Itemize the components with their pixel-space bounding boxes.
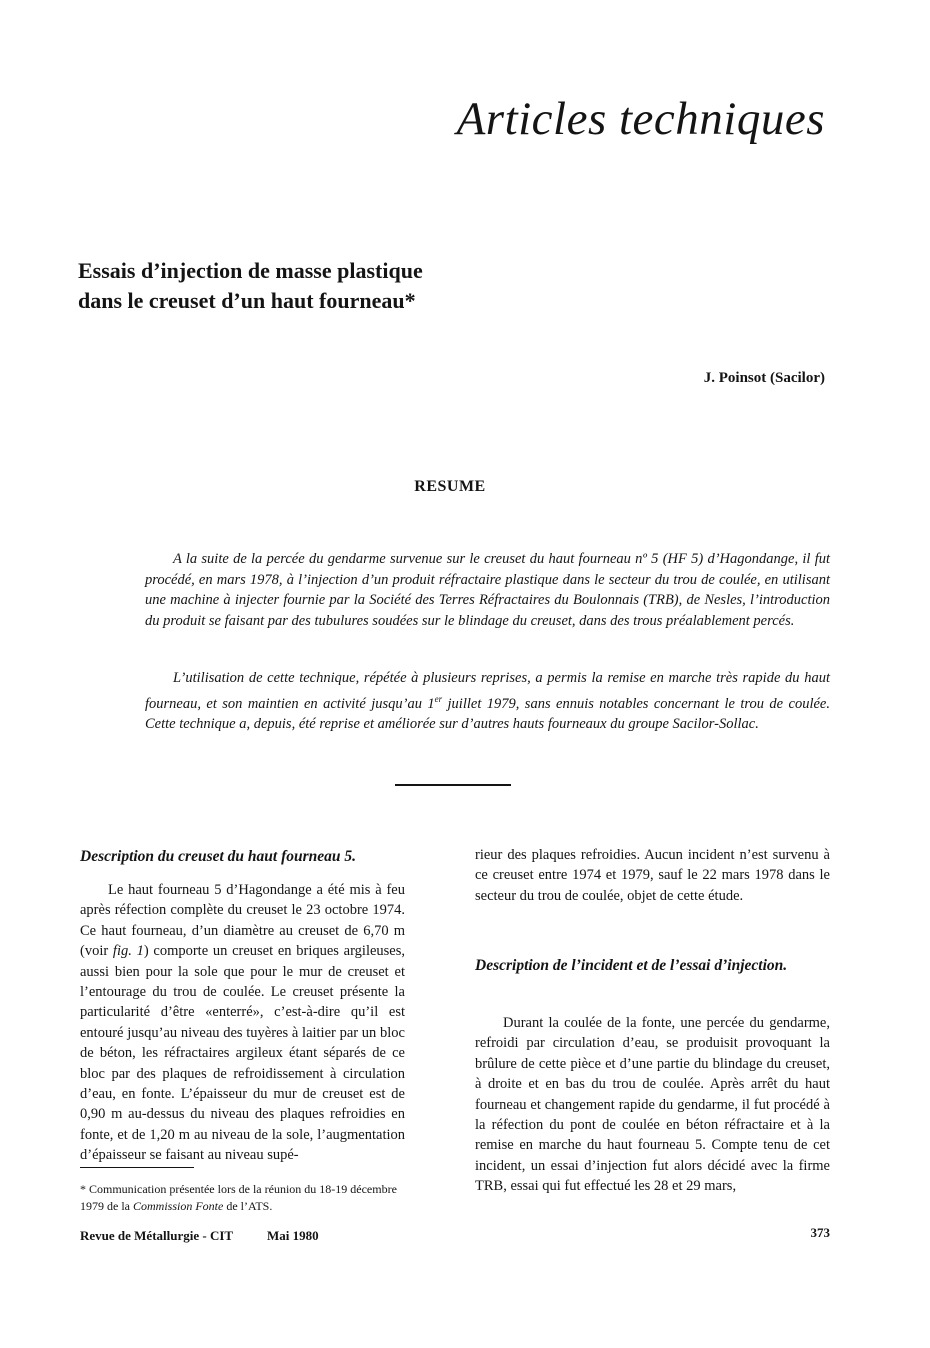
- right-column-continuation: [475, 845, 830, 906]
- abstract-p1-text: A la suite de la percée du gendarme survenue sur le creuset du haut fourneau nº 5 (HF 5) d’Hagondange, il fut procédé, en mars 1978, à l’injection d’un produit réfractaire plastique dans le secteur du trou de coulée, en utilisant une machine à injecter fournie par la Société des Terres Réfractaires du Boulonnais (TRB), de Nesles, l’introduction du produit se faisant par des tubulures soudées sur le blindage du creuset, dans des trous préalablement percés.: [145, 551, 830, 629]
- abstract-heading: RESUME: [414, 478, 486, 495]
- footer-journal-name: Revue de Métallurgie - CIT: [80, 1228, 234, 1243]
- abstract-paragraph-1: [145, 549, 830, 631]
- abstract-p2-superscript: er: [434, 693, 443, 704]
- footnote-emphasis: Commission Fonte: [133, 1199, 224, 1213]
- title-line-1: Essais d’injection de masse plastique: [78, 258, 423, 283]
- right-section-heading: Description de l’incident et de l’essai d’injection.: [475, 957, 788, 974]
- abstract-p2-text-a: L’utilisation de cette technique, répétée à plusieurs reprises, a permis la remise en marche très rapide du haut fourneau, et son maintien en activité jusqu’au 1: [145, 670, 830, 712]
- footer-issue-date: Mai 1980: [267, 1228, 319, 1243]
- right-p0-text: rieur des plaques refroidies. Aucun incident n’est survenu à ce creuset entre 1974 et 1979, sauf le 22 mars 1978 dans le secteur du trou de coulée, objet de cette étude.: [475, 847, 830, 904]
- article-title: [78, 256, 638, 316]
- right-column-paragraph: [475, 1013, 830, 1197]
- footnote-rule: [80, 1167, 194, 1168]
- abstract-p2-text-b: juillet 1979, sans ennuis notables concernant le trou de coulée. Cette technique a, depuis, été reprise et améliorée sur d’autres hauts fourneaux du groupe Sacilor-Sollac.: [145, 695, 830, 733]
- footnote: [80, 1181, 410, 1215]
- figure-reference: fig. 1: [112, 943, 144, 960]
- footnote-text-a: * Communication présentée lors de la réunion du 18-19 décembre 1979 de la: [80, 1182, 397, 1213]
- abstract-paragraph-2: [145, 668, 830, 735]
- left-column-paragraph: [80, 880, 405, 1166]
- page-number: 373: [810, 1225, 830, 1240]
- left-section-heading: Description du creuset du haut fourneau 5.: [80, 848, 357, 865]
- left-p1-text-a: Le haut fourneau 5 d’Hagondange a été mis à feu après réfection complète du creuset le 23 octobre 1974. Ce haut fourneau, d’un diamètre au creuset de 6,70 m (voir: [80, 882, 405, 960]
- left-p1-text-b: ) comporte un creuset en briques argileuses, aussi bien pour la sole que pour le mur de creuset et l’entourage du trou de coulée. Le creuset présente la particularité d’être «enterré», c’est-à-dire qu’il est entouré jusqu’au niveau des tuyères à laitier par un bloc de béton, les réfractaires argileux étant séparés de ce bloc par des plaques de refroidissement à circulation d’eau, en fonte. L’épaisseur du mur de creuset est de 0,90 m au-dessus du niveau des plaques refroidies en fonte, et de 1,20 m au niveau de la sole, l’augmentation d’épaisseur se faisant au niveau supé-: [80, 943, 406, 1164]
- section-label: Articles techniques: [456, 93, 825, 145]
- right-p1-text: Durant la coulée de la fonte, une percée du gendarme, refroidi par circulation d’eau, se produisit provoquant la brûlure de cette pièce et d’une partie du blindage du creuset, à droite et en bas du trou de coulée. Après arrêt du haut fourneau et changement rapide du gendarme, il fut procédé à la réfection du pont de coulée en béton réfractaire et à la remise en marche du haut fourneau 5. Compte tenu de cet incident, un essai d’injection fut alors décidé avec la firme TRB, essai qui fut effectué les 28 et 29 mars,: [475, 1015, 830, 1195]
- author-byline: J. Poinsot (Sacilor): [703, 370, 825, 386]
- title-line-2: dans le creuset d’un haut fourneau*: [78, 288, 416, 313]
- footnote-text-b: de l’ATS.: [223, 1199, 273, 1213]
- section-divider: [395, 784, 511, 786]
